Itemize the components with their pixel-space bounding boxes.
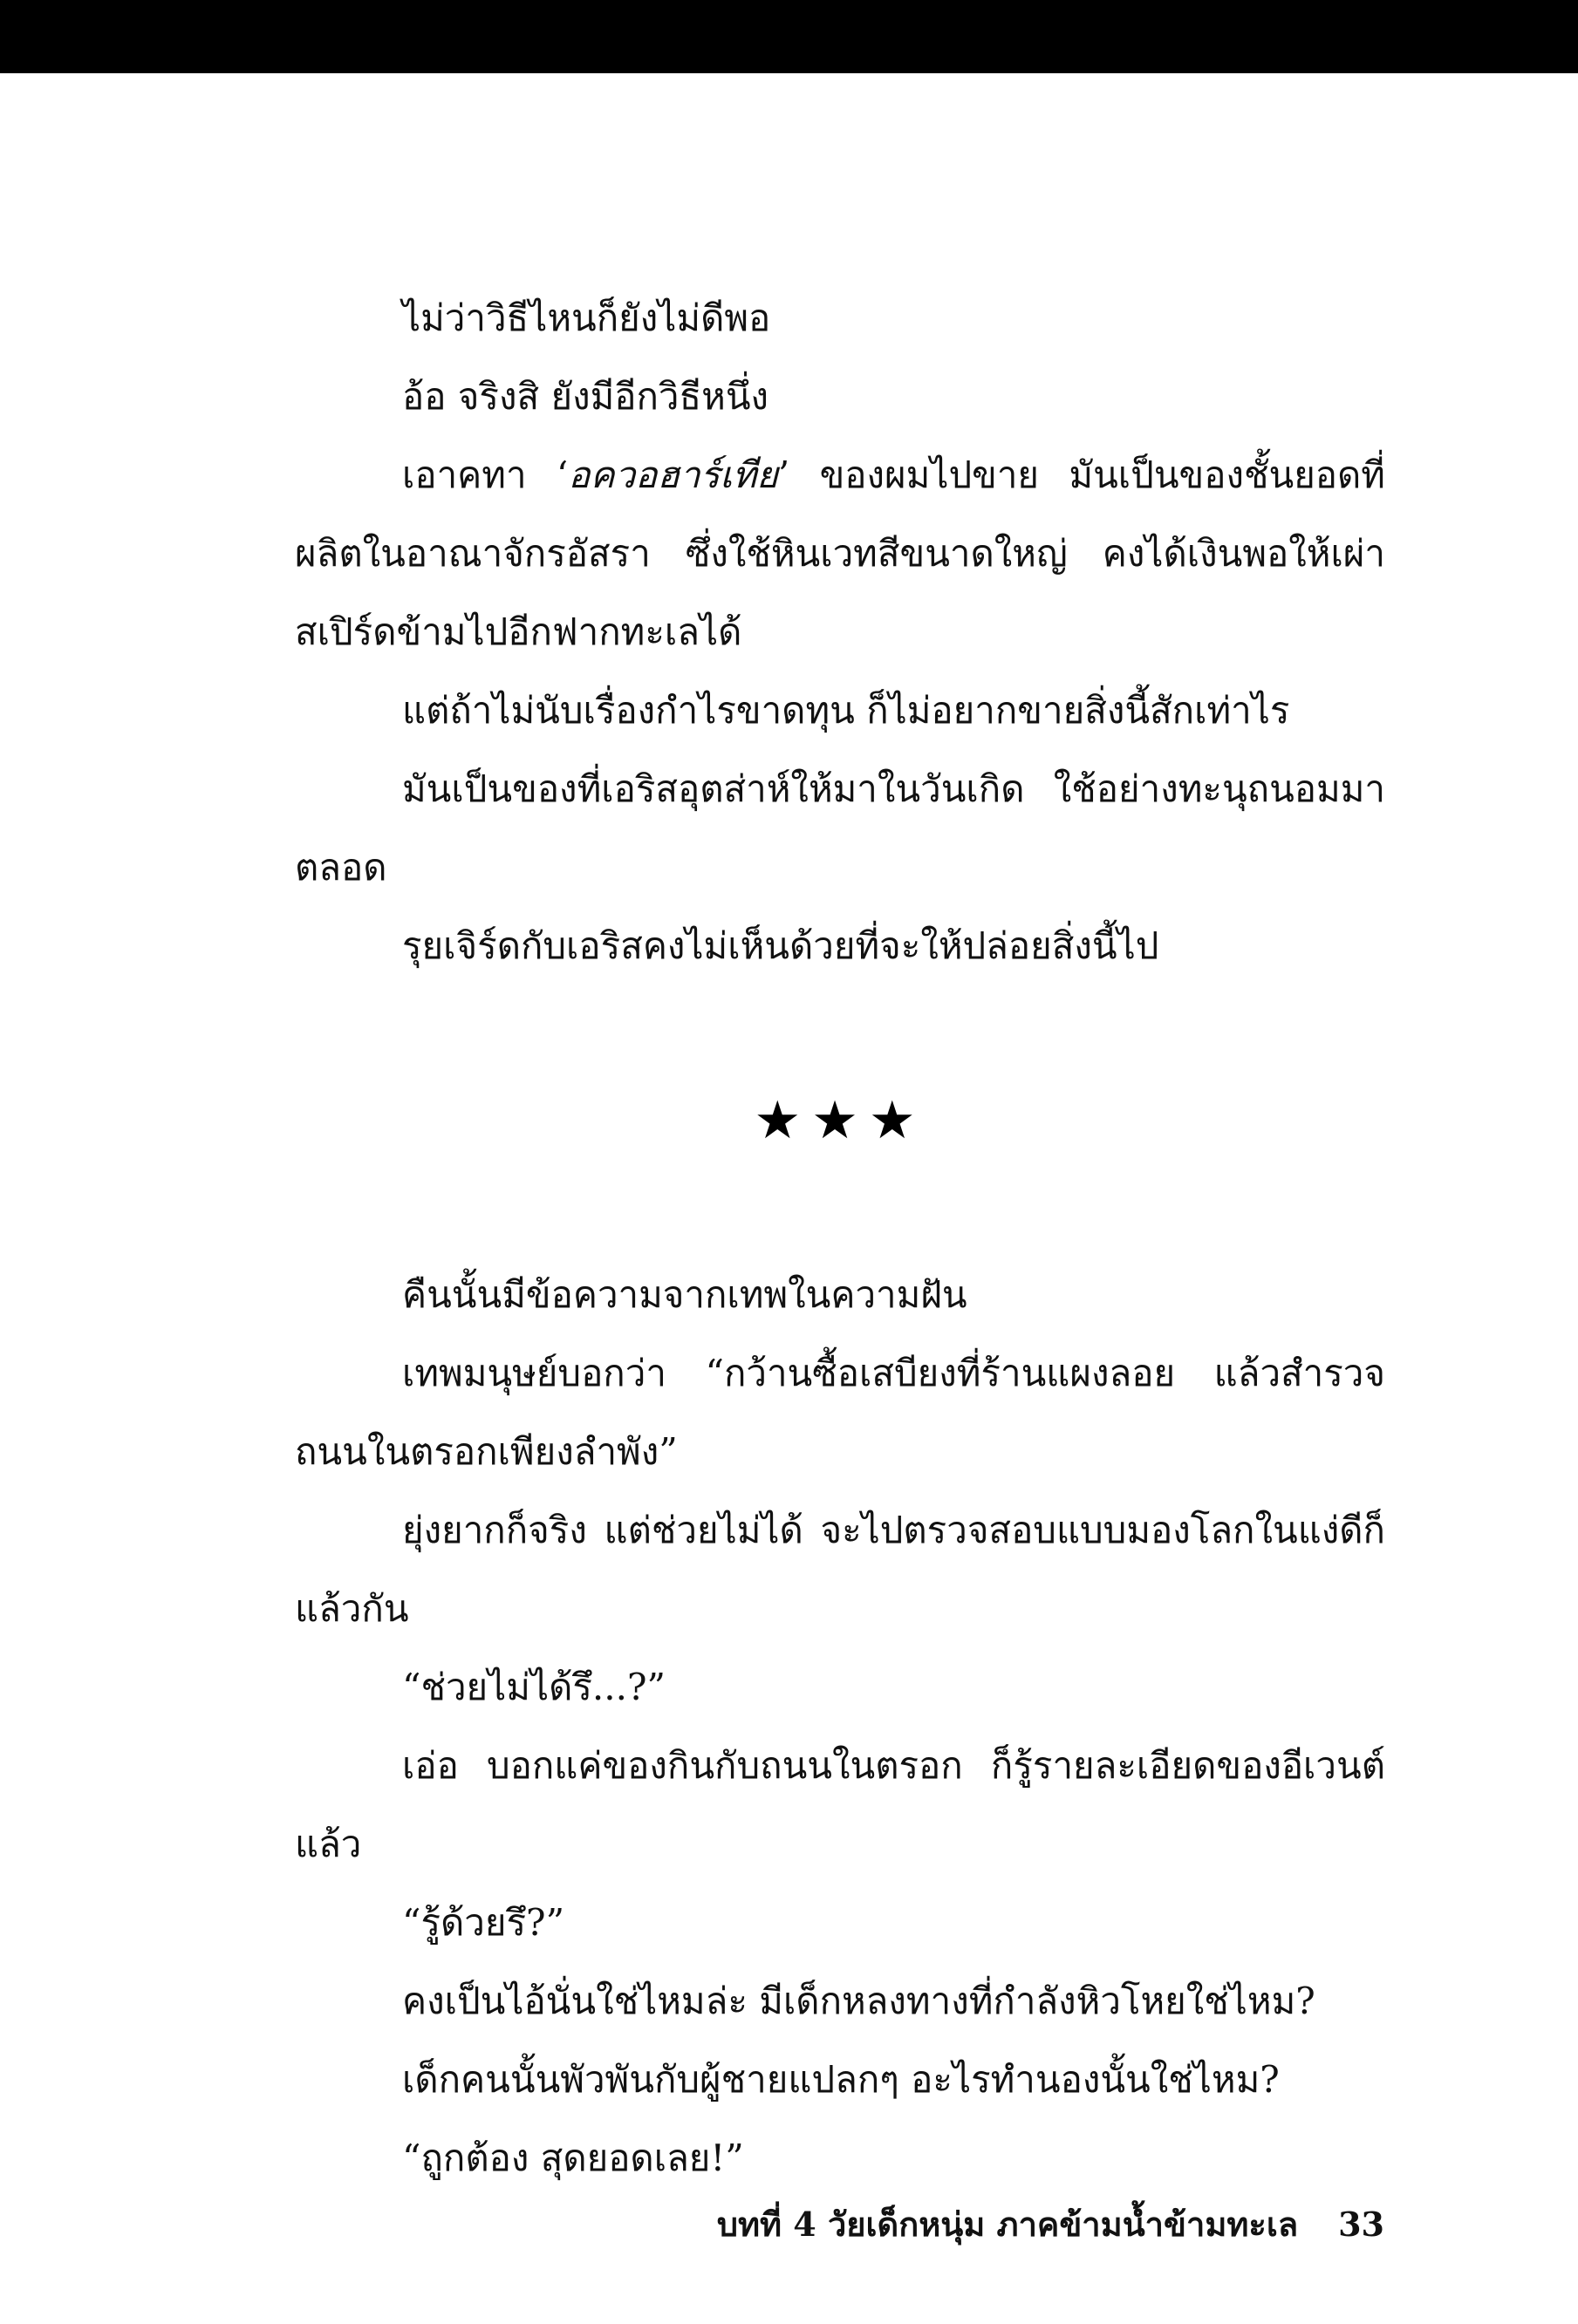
paragraph: “ช่วยไม่ได้รึ...?” [402, 1666, 666, 1708]
paragraph: คืนนั้นมีข้อความจากเทพในความฝัน [402, 1273, 967, 1316]
page-number: 33 [1338, 2205, 1384, 2244]
chapter-title: บทที่ 4 วัยเด็กหนุ่ม ภาคข้ามน้ำข้ามทะเล [716, 2205, 1299, 2244]
paragraph: “ถูกต้อง สุดยอดเลย!” [402, 2137, 744, 2179]
page-body [295, 279, 1385, 2198]
paragraph: ยุ่งยากก็จริง แต่ช่วยไม่ได้ จะไปตรวจสอบแบบมองโลกในแง่ดีก็แล้วกัน [295, 1509, 1385, 1630]
paragraph: มันเป็นของที่เอริสอุตส่าห์ให้มาในวันเกิด ใช้อย่างทะนุถนอมมาตลอด [295, 767, 1385, 889]
italic-item-name: อควอฮาร์เทีย [568, 453, 778, 496]
paragraph: เทพมนุษย์บอกว่า “กว้านซื้อเสบียงที่ร้านแผงลอย แล้วสำรวจถนนในตรอกเพียงลำพัง” [295, 1352, 1385, 1473]
paragraph: ไม่ว่าวิธีไหนก็ยังไม่ดีพอ [402, 296, 771, 339]
paragraph: “รู้ด้วยรึ?” [402, 1901, 565, 1944]
paragraph-text: เอาคทา ‘ [402, 453, 569, 496]
paragraph: เด็กคนนั้นพัวพันกับผู้ชายแปลกๆ อะไรทำนองนั้นใช่ไหม? [402, 2058, 1280, 2101]
paragraph-text: ’ ของผมไปขาย มันเป็นของชั้นยอดที่ผลิตในอาณาจักรอัสรา ซึ่งใช้หินเวทสีขนาดใหญ่ คงได้เงินพอให้เผ่าสเปิร์ดข้ามไปอีกฟากทะเลได้ [295, 453, 1385, 653]
top-black-band [0, 0, 1578, 73]
paragraph: แต่ถ้าไม่นับเรื่องกำไรขาดทุน ก็ไม่อยากขายสิ่งนี้สักเท่าไร [402, 689, 1290, 732]
paragraph [295, 436, 1385, 671]
paragraph: คงเป็นไอ้นั่นใช่ไหมล่ะ มีเด็กหลงทางที่กำลังหิวโหยใช่ไหม? [402, 1980, 1315, 2022]
paragraph: อ้อ จริงสิ ยังมีอีกวิธีหนึ่ง [402, 375, 769, 418]
page-footer [717, 2198, 1384, 2251]
scene-separator: ★★★ [754, 1090, 926, 1151]
paragraph: เอ่อ บอกแค่ของกินกับถนนในตรอก ก็รู้รายละเอียดของอีเวนต์แล้ว [295, 1744, 1385, 1865]
paragraph: รุยเจิร์ดกับเอริสคงไม่เห็นด้วยที่จะให้ปล่อยสิ่งนี้ไป [402, 924, 1159, 967]
